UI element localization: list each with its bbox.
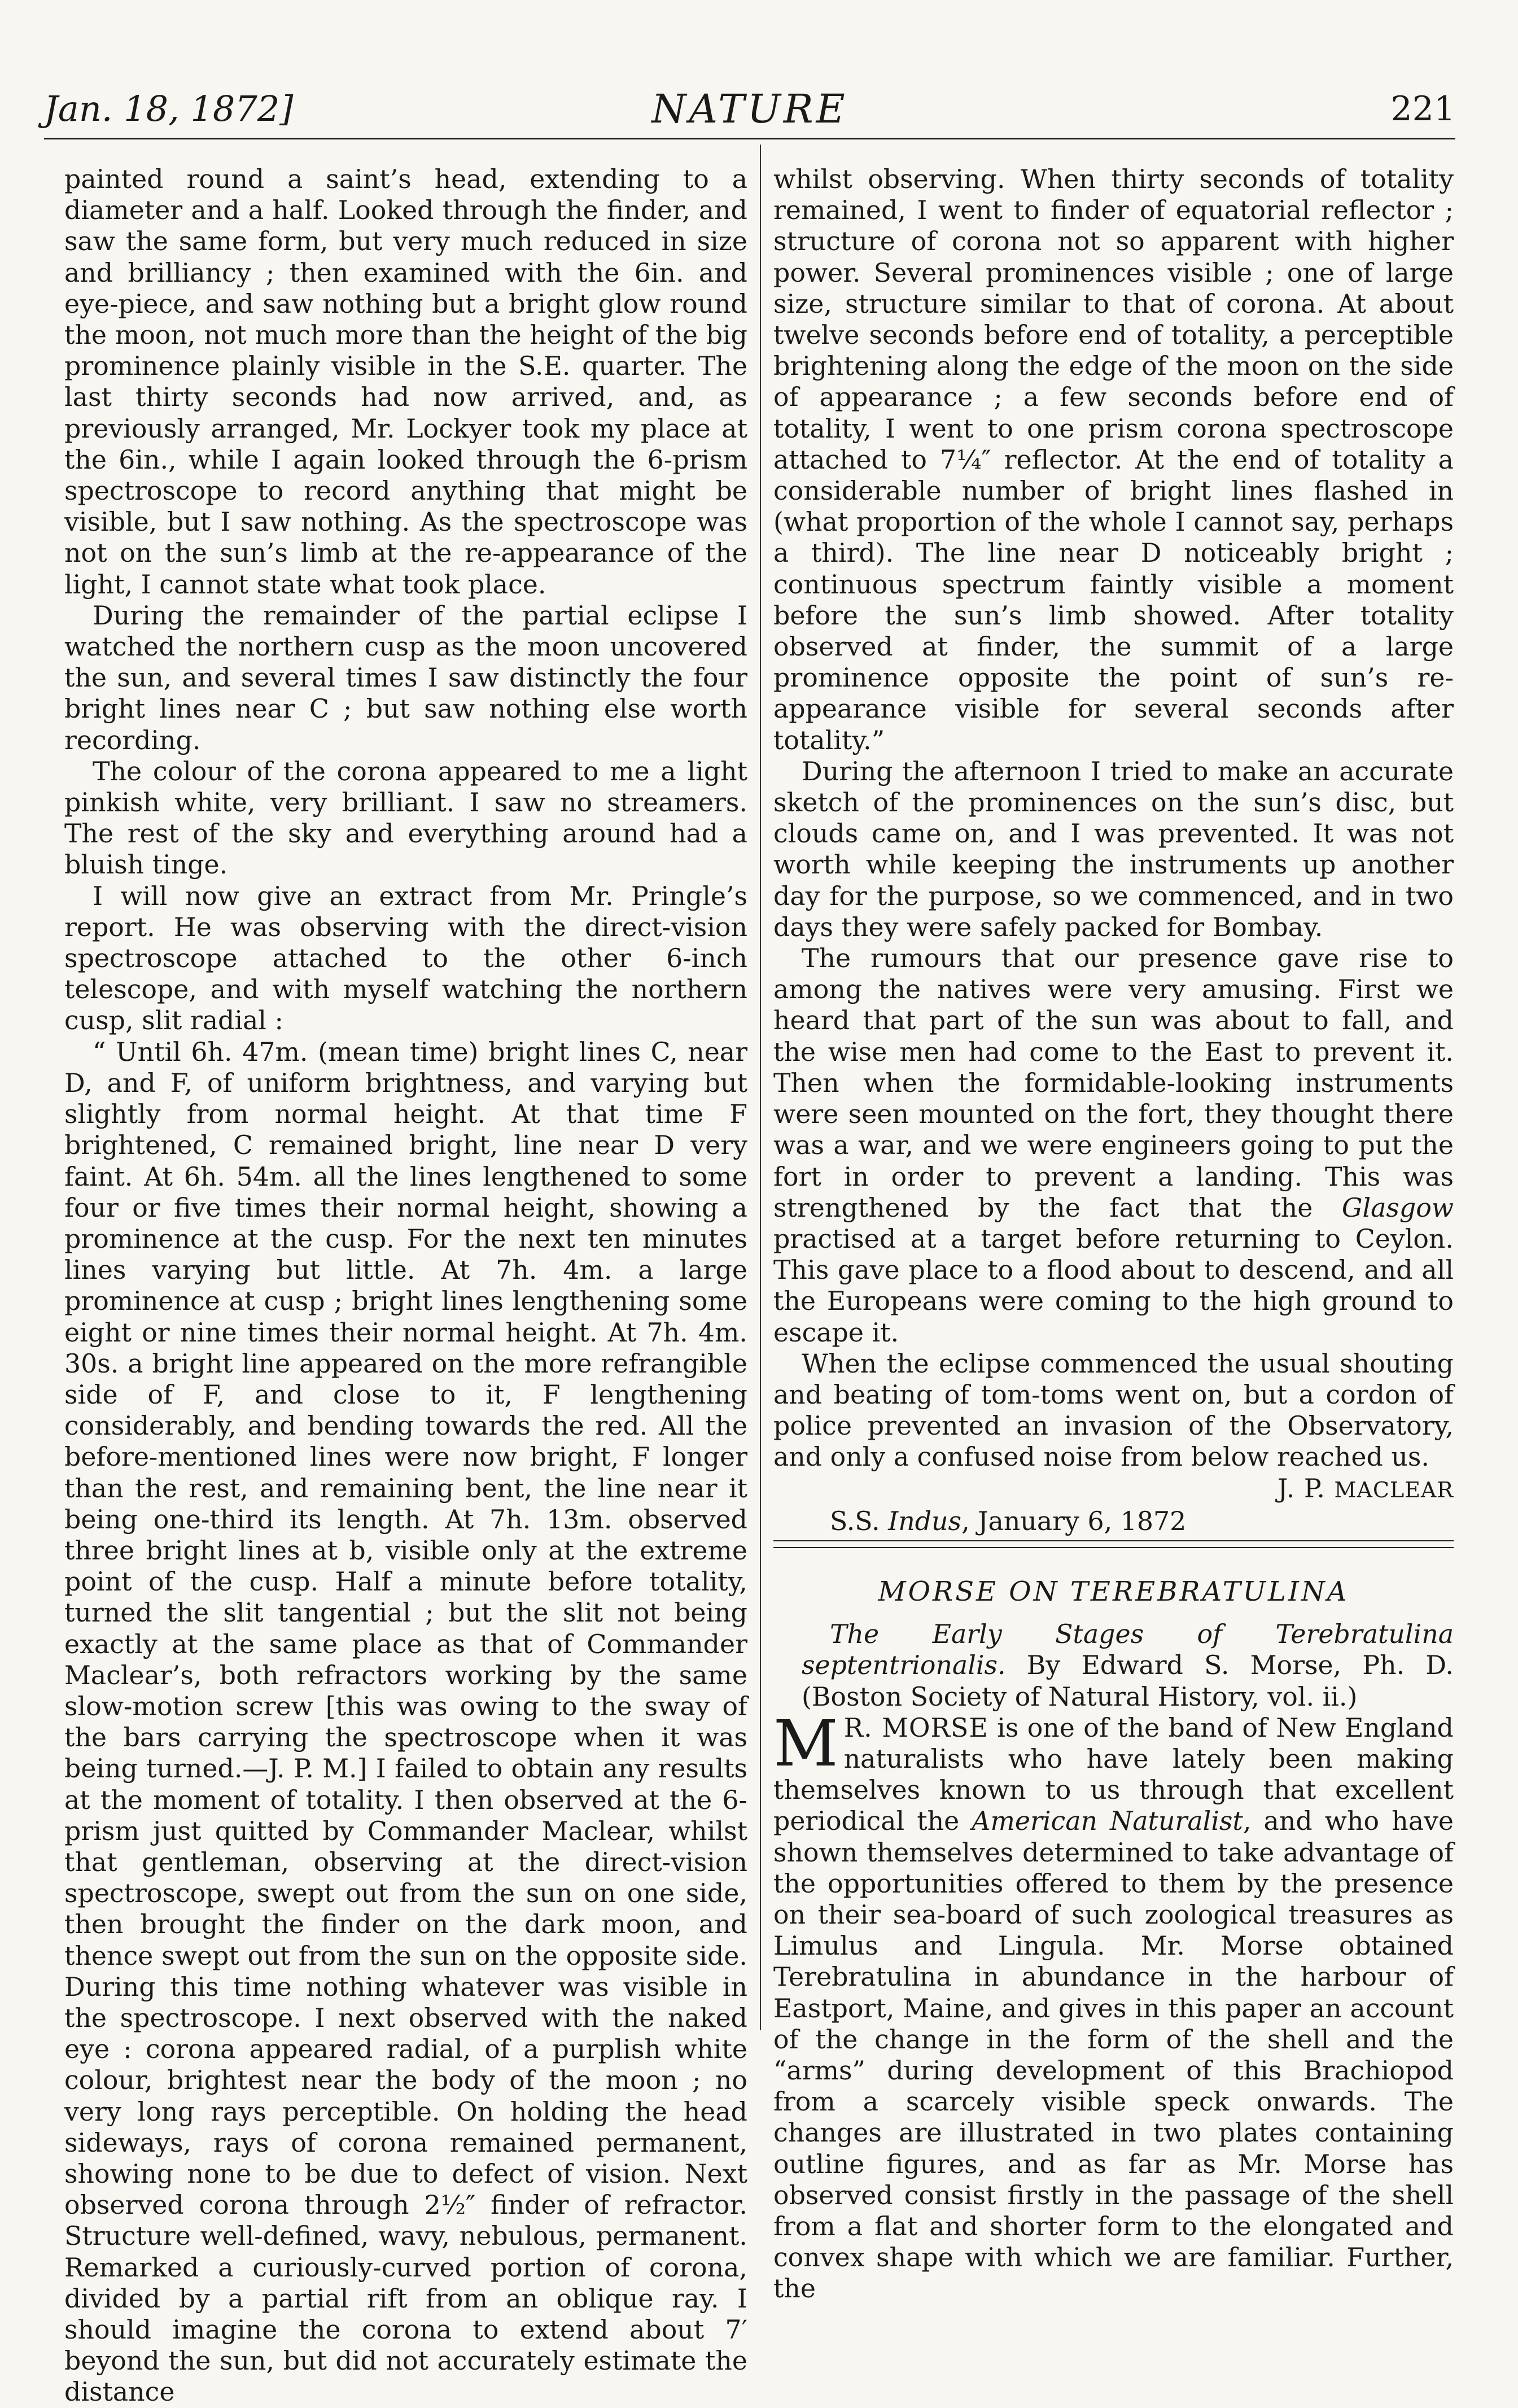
section-title: MORSE ON TEREBRATULINA bbox=[878, 1575, 1349, 1607]
paragraph: painted round a saint’s head, extending to a diameter and a half. Looked through the finder, and saw the same form, but very much reduced in size and brilliancy ; then examined with the 6in. and eye-piece, and saw nothing but a bright glow round the moon, not much more than the height of the big prominence plainly visible in the S.E. quarter. The last thirty seconds had now arrived, and, as previously arranged, Mr. Lockyer took my place at the 6in., while I again looked through the 6-prism spectroscope to record anything that might be visible, but I saw nothing. As the spectroscope was not on the sun’s limb at the re-appearance of the light, I cannot state what took place. bbox=[64, 164, 747, 600]
column-divider bbox=[760, 145, 761, 2030]
review-paragraph: M R. MORSE is one of the band of New England naturalists who have lately been making themselves known to us through that excellent periodical the American Naturalist, and who have shown themselves determined to take advantage of the opportunities offered to them by the presence on their sea-board of such zoological treasures as Limulus and Lingula. Mr. Morse obtained Terebratulina in abundance in the harbour of Eastport, Maine, and gives in this paper an account of the change in the form of the shell and the “arms” during development of this Brachiopod from a scarcely visible speck onwards. The changes are illustrated in two plates containing outline figures, and as far as Mr. Morse has observed consist firstly in the passage of the shell from a flat and shorter form to the elongated and convex shape with which we are familiar. Further, the bbox=[773, 1707, 1454, 2304]
book-title: The Early Stages of Terebratulina septentrionalis. bbox=[802, 1619, 1454, 1681]
paragraph: During the afternoon I tried to make an accurate sketch of the prominences on the sun’s disc, but clouds came on, and I was prevented. It was not worth while keeping the instruments up another day for the purpose, so we commenced, and in two days they were safely packed for Bombay. bbox=[773, 755, 1454, 942]
drop-cap: M bbox=[773, 1707, 838, 1781]
journal-name: American Naturalist bbox=[972, 1806, 1243, 1837]
issue-date: Jan. 18, 1872] bbox=[44, 88, 294, 129]
right-column bbox=[773, 164, 1454, 2305]
quoted-report: “ Until 6h. 47m. (mean time) bright lines C, near D, and F, of uniform brightness, and varying but slightly from normal height. At that time F brightened, C remained bright, line near D very faint. At 6h. 54m. all the lines lengthened to some four or five times their normal height, showing a prominence at the cusp. For the next ten minutes lines varying but little. At 7h. 4m. a large prominence at cusp ; bright lines lengthening some eight or nine times their normal height. At 7h. 4m. 30s. a bright line appeared on the more refrangible side of F, and close to it, F lengthening considerably, and bending towards the red. All the before-mentioned lines were now bright, F longer than the rest, and remaining bent, the line near it being one-third its length. At 7h. 13m. observed three bright lines at b, visible only at the extreme point of the cusp. Half a minute before totality, turned the slit tangential ; but the slit not being exactly at the same place as that of Commander Maclear’s, both refractors working by the same slow-motion screw [this was owing to the sway of the bars carrying the spectroscope when it was being turned.—J. P. M.] I failed to obtain any results at the moment of totality. I then observed at the 6-prism just quitted by Commander Maclear, whilst that gentleman, observing at the direct-vision spectroscope, swept out from the sun on one side, then brought the finder on the dark moon, and thence swept out from the sun on the opposite side. During this time nothing whatever was visible in the spectroscope. I next observed with the naked eye : corona appeared radial, of a purplish white colour, brightest near the body of the moon ; no very long rays perceptible. On holding the head sideways, rays of corona remained permanent, showing none to be due to defect of vision. Next observed corona through 2½″ finder of refractor. Structure well-defined, wavy, nebulous, permanent. Remarked a curiously-curved portion of corona, divided by a partial rift from an oblique ray. I should imagine the corona to extend about 7′ beyond the sun, but did not accurately estimate the distance bbox=[64, 1036, 747, 2407]
journal-title: NATURE bbox=[651, 86, 848, 132]
section-separator bbox=[773, 1540, 1454, 1548]
paragraph: The colour of the corona appeared to me a light pinkish white, very brilliant. I saw no streamers. The rest of the sky and everything around had a bluish tinge. bbox=[64, 755, 747, 880]
paragraph: The rumours that our presence gave rise to among the natives were very amusing. First we heard that part of the sun was about to fall, and the wise men had come to the East to prevent it. Then when the formidable-looking instruments were seen mounted on the fort, they thought there was a war, and we were engineers going to put the fort in order to prevent a landing. This was strengthened by the fact that the Glasgow practised at a target before returning to Ceylon. This gave place to a flood about to descend, and all the Europeans were coming to the high ground to escape it. bbox=[773, 943, 1454, 1348]
header-rule bbox=[44, 138, 1455, 139]
book-reference: The Early Stages of Terebratulina septentrionalis. By Edward S. Morse, Ph. D. (Boston Society of Natural History, vol. ii.) bbox=[802, 1619, 1454, 1712]
running-head bbox=[44, 84, 1455, 134]
paragraph: whilst observing. When thirty seconds of totality remained, I went to finder of equatorial reflector ; structure of corona not so apparent with higher power. Several prominences visible ; one of large size, structure similar to that of corona. At about twelve seconds before end of totality, a perceptible brightening along the edge of the moon on the side of appearance ; a few seconds before end of totality, I went to one prism corona spectroscope attached to 7¼″ reflector. At the end of totality a considerable number of bright lines flashed in (what proportion of the whole I cannot say, perhaps a third). The line near D noticeably bright ; continuous spectrum faintly visible a moment before the sun’s limb showed. After totality observed at finder, the summit of a large prominence opposite the point of sun’s re-appearance visible for several seconds after totality.” bbox=[773, 164, 1454, 755]
left-column bbox=[64, 164, 747, 2408]
author-signature: J. P. MACLEAR bbox=[1277, 1472, 1454, 1504]
paragraph: When the eclipse commenced the usual shouting and beating of tom-toms went on, but a cordon of police prevented an invasion of the Observatory, and only a confused noise from below reached us. bbox=[773, 1348, 1454, 1472]
paragraph: I will now give an extract from Mr. Pringle’s report. He was observing with the direct-vision spectroscope attached to the other 6-inch telescope, and with myself watching the northern cusp, slit radial : bbox=[64, 880, 747, 1036]
dateline: S.S. Indus, January 6, 1872 bbox=[830, 1505, 1187, 1536]
page-number: 221 bbox=[1390, 89, 1455, 129]
ship-name: Glasgow bbox=[1341, 1192, 1454, 1223]
paragraph: During the remainder of the partial eclipse I watched the northern cusp as the moon uncovered the sun, and several times I saw distinctly the four bright lines near C ; but saw nothing else worth recording. bbox=[64, 600, 747, 755]
